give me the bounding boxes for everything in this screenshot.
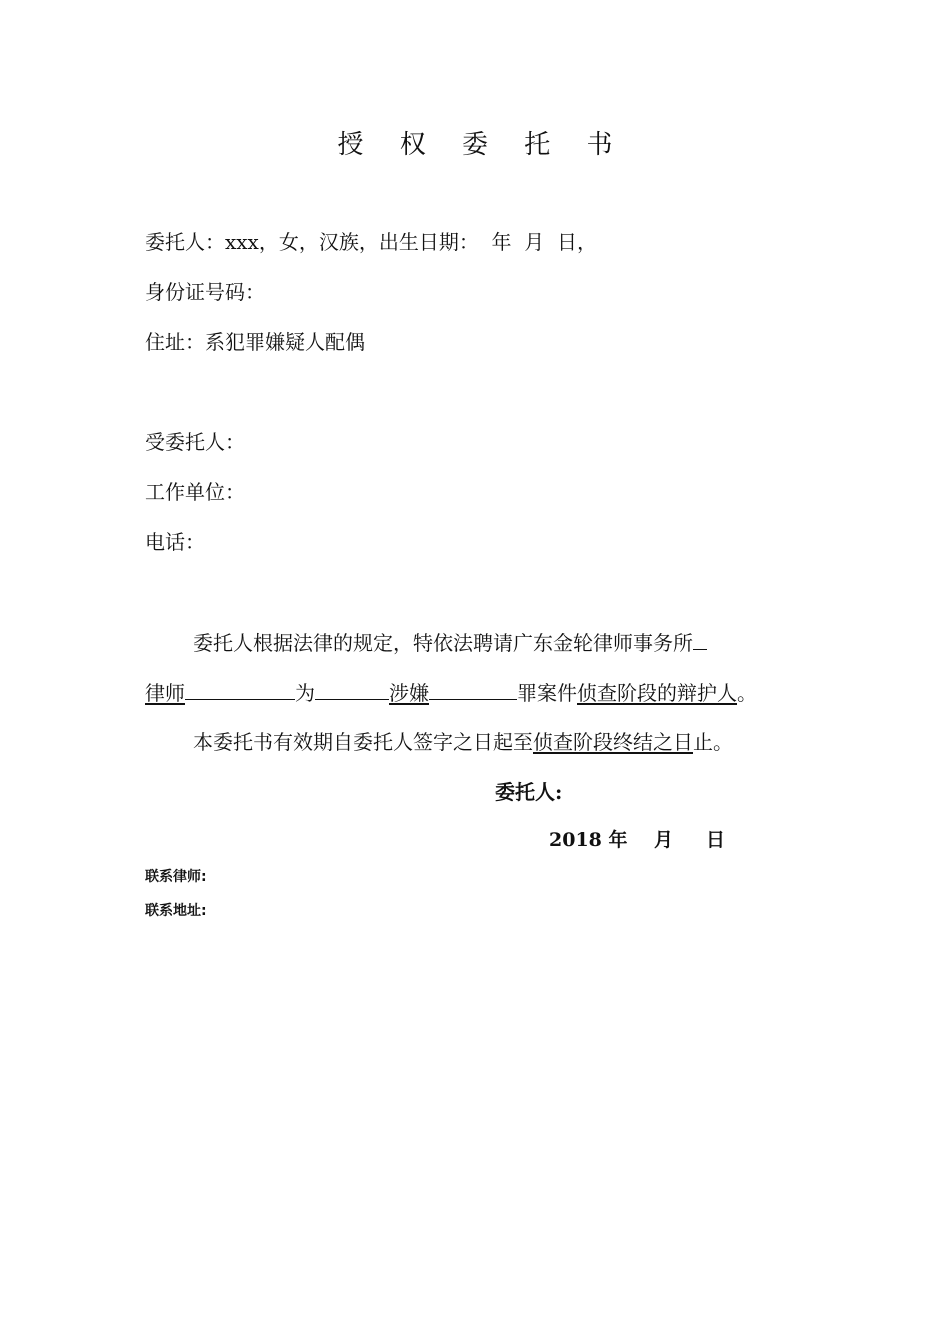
phone-label: 电话：	[145, 530, 205, 554]
validity-end-stage: 侦查阶段终结之日	[533, 730, 693, 754]
workplace-label: 工作单位：	[145, 480, 245, 504]
signature-label: 委托人:	[495, 780, 563, 804]
signature-date: 2018 年 月 日	[549, 829, 726, 851]
lawyer-name-blank	[185, 679, 295, 700]
authorization-paragraph-line1	[193, 629, 707, 656]
suspect-name-blank	[315, 679, 389, 700]
agent-label: 受委托人：	[145, 430, 245, 454]
lawyer-name-blank-start	[693, 629, 707, 650]
validity-end: 止。	[693, 730, 733, 754]
sentence-end: 。	[737, 681, 757, 705]
for-word: 为	[295, 681, 315, 705]
lawyer-word: 律师	[145, 681, 185, 705]
contact-lawyer-label: 联系律师:	[145, 869, 207, 885]
suspected-word: 涉嫌	[389, 681, 429, 705]
authorization-text: 委托人根据法律的规定，特依法聘请广东金轮律师事务所	[193, 631, 693, 655]
crime-name-blank	[429, 679, 517, 700]
validity-text: 本委托书有效期自委托人签字之日起至	[193, 730, 533, 754]
contact-address-label: 联系地址:	[145, 903, 207, 919]
principal-address: 住址：系犯罪嫌疑人配偶	[145, 330, 365, 354]
principal-info-line: 委托人：xxx，女，汉族，出生日期： 年 月 日，	[145, 230, 597, 254]
validity-paragraph	[193, 729, 733, 755]
authorization-paragraph-line2	[145, 679, 757, 706]
id-number-label: 身份证号码：	[145, 280, 265, 304]
case-word: 罪案件	[517, 681, 577, 705]
document-title: 授 权 委 托 书	[337, 130, 627, 160]
defender-role: 侦查阶段的辩护人	[577, 681, 737, 705]
